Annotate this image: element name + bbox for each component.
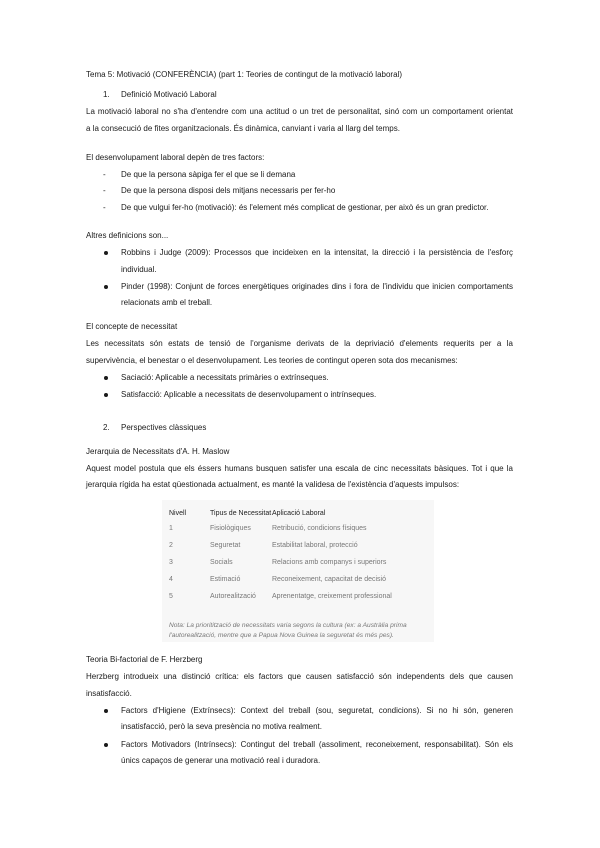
- bullet-dot: [104, 251, 108, 255]
- section-1-heading: Definició Motivació Laboral: [121, 90, 217, 99]
- section-2-number: 2.: [103, 423, 110, 432]
- section-2-heading: Perspectives clàssiques: [121, 423, 207, 432]
- table-cell: Estabilitat laboral, protecció: [272, 542, 358, 549]
- table-cell: Relacions amb companys i superiors: [272, 559, 387, 566]
- table-header-row: [162, 506, 434, 520]
- table-cell: 2: [169, 542, 173, 549]
- table-cell: Aprenentatge, creixement professional: [272, 593, 392, 600]
- table-note-line: l'autorealització, mentre que a Papua Nova Guinea la seguretat és més pes).: [169, 632, 394, 639]
- bullet-dot: [104, 393, 108, 397]
- herzberg-heading: Teoria Bi-factorial de F. Herzberg: [86, 655, 203, 664]
- bullet-dot: [104, 743, 108, 747]
- necessity-heading: El concepte de necessitat: [86, 322, 178, 331]
- table-note-line: Nota: La prioritització de necessitats varia segons la cultura (ex: a Austràlia prima: [169, 622, 407, 629]
- table-cell: Seguretat: [210, 542, 241, 549]
- column-header: Nivell: [169, 509, 187, 517]
- table-cell: Retribució, condicions físiques: [272, 525, 367, 532]
- definition-line: Robbins i Judge (2009): Processos que incideixen en la intensitat, la direcció i la persistència de l'esforç: [121, 248, 513, 257]
- table-cell: 1: [169, 525, 173, 532]
- dash-bullet: -: [103, 170, 106, 179]
- table-cell: Socials: [210, 559, 233, 566]
- definition-line: Pinder (1998): Conjunt de forces energètiques originades dins i fora de l'individu que inicien comportaments: [121, 282, 513, 291]
- herzberg-line-1: Herzberg introdueix una distinció crítica: els factors que causen satisfacció són independents dels que causen: [86, 672, 513, 681]
- maslow-heading: Jerarquia de Necessitats d'A. H. Maslow: [86, 447, 230, 456]
- table-cell: 5: [169, 593, 173, 600]
- table-cell: 4: [169, 576, 173, 583]
- factor-item: De que la persona disposi dels mitjans necessaris per fer-ho: [121, 186, 336, 195]
- dash-bullet: -: [103, 186, 106, 195]
- herzberg-factor-line: insatisfacció, però la seva presència no motiva realment.: [121, 722, 322, 731]
- table-cell: Reconeixement, capacitat de decisió: [272, 576, 387, 583]
- table-row: [162, 520, 434, 537]
- bullet-dot: [104, 285, 108, 289]
- necessity-line-2: supervivència, el benestar o el desenvolupament. Les teories de contingut operen sota dos mecanismes:: [86, 356, 458, 365]
- intro-line-1: La motivació laboral no s'ha d'entendre com una actitud o un tret de personalitat, sinó com un comportament orientat: [86, 107, 513, 116]
- dash-bullet: -: [103, 203, 106, 212]
- page-title: Tema 5: Motivació (CONFERÈNCIA) (part 1: Teories de contingut de la motivació laboral): [86, 70, 402, 79]
- herzberg-line-2: insatisfacció.: [86, 689, 132, 698]
- bullet-dot: [104, 376, 108, 380]
- factor-item: De que la persona sàpiga fer el que se li demana: [121, 170, 296, 179]
- definition-line: relacionats amb el treball.: [121, 298, 213, 307]
- factors-intro: El desenvolupament laboral depèn de tres factors:: [86, 153, 265, 162]
- table-row: [162, 571, 434, 588]
- herzberg-factor-line: únics capaços de generar una motivació real i duradora.: [121, 756, 321, 765]
- herzberg-factor-line: Factors d'Higiene (Extrínsecs): Context del treball (sou, seguretat, condicions). Si no hi són, generen: [121, 706, 513, 715]
- mechanism-item: Saciació: Aplicable a necessitats primàries o extrínseques.: [121, 373, 329, 382]
- table-cell: Fisiològiques: [210, 525, 251, 532]
- section-1-number: 1.: [103, 90, 110, 99]
- table-cell: Estimació: [210, 576, 241, 583]
- table-cell: 3: [169, 559, 173, 566]
- table-row: [162, 554, 434, 571]
- column-header: Tipus de Necessitat: [210, 509, 272, 517]
- herzberg-factor-line: Factors Motivadors (Intrínsecs): Contingut del treball (assoliment, reconeixement, responsabilitat). Són els: [121, 740, 513, 749]
- factor-item: De que vulgui fer-ho (motivació): és l'element més complicat de gestionar, per això és un gran predictor.: [121, 203, 489, 212]
- maslow-line-2: jerarquia rígida ha estat qüestionada actualment, es manté la validesa de l'existència d'aquests impulsos:: [86, 480, 460, 489]
- intro-line-2: a la consecució de fites organitzacionals. És dinàmica, canviant i varia al llarg del temps.: [86, 124, 400, 133]
- table-note: [169, 621, 429, 641]
- definition-line: individual.: [121, 265, 157, 274]
- mechanism-item: Satisfacció: Aplicable a necessitats de desenvolupament o intrínseques.: [121, 390, 377, 399]
- table-row: [162, 588, 434, 605]
- maslow-line-1: Aquest model postula que els éssers humans busquen satisfer una escala de cinc necessitats bàsiques. Tot i que la: [86, 464, 513, 473]
- table-row: [162, 537, 434, 554]
- table-cell: Autorealització: [210, 593, 256, 600]
- column-header: Aplicació Laboral: [272, 509, 326, 517]
- necessity-line-1: Les necessitats són estats de tensió de l'organisme derivats de la depriviació d'elements requerits per a la: [86, 339, 513, 348]
- definitions-intro: Altres definicions son...: [86, 231, 169, 240]
- bullet-dot: [104, 709, 108, 713]
